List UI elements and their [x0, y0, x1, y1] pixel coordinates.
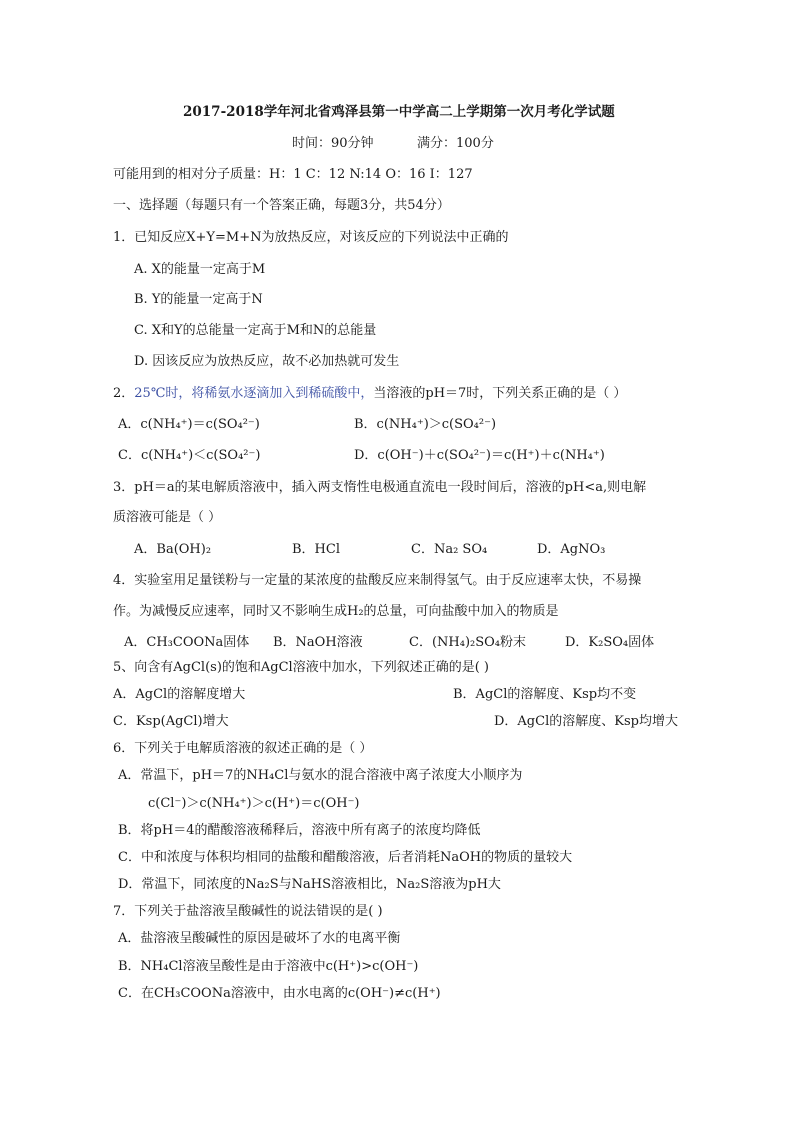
- question-2-stem: [113, 385, 626, 403]
- question-2-option-c: C．c(NH₄⁺)＜c(SO₄²⁻): [118, 448, 261, 463]
- question-7-stem: 7．下列关于盐溶液呈酸碱性的说法错误的是( ): [113, 904, 383, 919]
- question-3-option-c: C．Na₂ SO₄: [411, 542, 488, 557]
- relative-masses: 可能用到的相对分子质量：H：1 C：12 N:14 O：16 I：127: [113, 167, 473, 182]
- question-4-option-c: C．(NH₄)₂SO₄粉末: [409, 635, 527, 650]
- question-5-option-c: C．Ksp(AgCl)增大: [113, 714, 229, 729]
- question-6-option-b: B．将pH＝4的醋酸溶液稀释后，溶液中所有离子的浓度均降低: [118, 823, 481, 838]
- question-1-option-d: D. 因该反应为放热反应，故不必加热就可发生: [134, 354, 400, 369]
- question-7-option-b: B．NH₄Cl溶液呈酸性是由于溶液中c(H⁺)>c(OH⁻): [118, 959, 419, 974]
- question-6-option-c: C．中和浓度与体积均相同的盐酸和醋酸溶液，后者消耗NaOH的物质的量较大: [118, 850, 573, 865]
- question-2-option-d: D．c(OH⁻)＋c(SO₄²⁻)＝c(H⁺)＋c(NH₄⁺): [354, 448, 605, 463]
- question-3-stem-line-1: 3．pH＝a的某电解质溶液中，插入两支惰性电极通直流电一段时间后，溶液的pH<a,则电解: [113, 480, 647, 495]
- question-1-option-a: A. X的能量一定高于M: [134, 262, 266, 277]
- question-4-option-a: A．CH₃COONa固体: [124, 635, 250, 650]
- exam-title: 2017-2018学年河北省鸡泽县第一中学高二上学期第一次月考化学试题: [183, 104, 615, 120]
- question-2-option-b: B．c(NH₄⁺)＞c(SO₄²⁻): [354, 417, 497, 432]
- question-7-option-c: C．在CH₃COONa溶液中，由水电离的c(OH⁻)≠c(H⁺): [118, 986, 441, 1001]
- question-5-option-b: B．AgCl的溶解度、Ksp均不变: [453, 687, 637, 702]
- question-3-option-d: D．AgNO₃: [537, 542, 606, 557]
- question-5-option-d: D．AgCl的溶解度、Ksp均增大: [494, 714, 678, 729]
- question-1-option-b: B. Y的能量一定高于N: [134, 292, 263, 307]
- section-heading: 一、选择题（每题只有一个答案正确，每题3分，共54分）: [113, 198, 450, 213]
- question-2-option-a: A．c(NH₄⁺)＝c(SO₄²⁻): [118, 417, 260, 432]
- question-4-stem-line-1: 4．实验室用足量镁粉与一定量的某浓度的盐酸反应来制得氢气。由于反应速率太快，不易操: [113, 573, 642, 588]
- question-7-option-a: A．盐溶液呈酸碱性的原因是破坏了水的电离平衡: [118, 931, 401, 946]
- question-6-option-d: D．常温下，同浓度的Na₂S与NaHS溶液相比，Na₂S溶液为pH大: [118, 877, 501, 892]
- question-5-option-a: A．AgCl的溶解度增大: [113, 687, 246, 702]
- question-6-option-a-line-2: c(Cl⁻)＞c(NH₄⁺)＞c(H⁺)＝c(OH⁻): [148, 796, 360, 811]
- exam-time: 时间：90分钟: [292, 136, 374, 151]
- question-6-option-a-line-1: A．常温下，pH＝7的NH₄Cl与氨水的混合溶液中离子浓度大小顺序为: [118, 768, 523, 783]
- question-5-stem: 5、向含有AgCl(s)的饱和AgCl溶液中加水，下列叙述正确的是( ): [113, 660, 489, 675]
- question-2-rest: 当溶液的pH＝7时，下列关系正确的是（ ）: [373, 386, 627, 401]
- question-3-option-b: B．HCl: [292, 542, 340, 557]
- question-6-stem: 6．下列关于电解质溶液的叙述正确的是（ ）: [113, 741, 373, 756]
- question-2-number: 2．: [113, 386, 135, 401]
- question-4-option-d: D．K₂SO₄固体: [565, 635, 655, 650]
- question-1-stem: 1．已知反应X+Y=M+N为放热反应，对该反应的下列说法中正确的: [113, 230, 509, 245]
- exam-score: 满分：100分: [417, 136, 494, 151]
- question-4-stem-line-2: 作。为减慢反应速率，同时又不影响生成H₂的总量，可向盐酸中加入的物质是: [113, 604, 559, 619]
- question-1-option-c: C. X和Y的总能量一定高于M和N的总能量: [134, 323, 377, 338]
- question-3-stem-line-2: 质溶液可能是（ ）: [113, 510, 222, 525]
- question-2-highlight: 25℃时，将稀氨水逐滴加入到稀硫酸中，: [134, 386, 374, 401]
- question-4-option-b: B．NaOH溶液: [273, 635, 363, 650]
- question-3-option-a: A．Ba(OH)₂: [134, 542, 212, 557]
